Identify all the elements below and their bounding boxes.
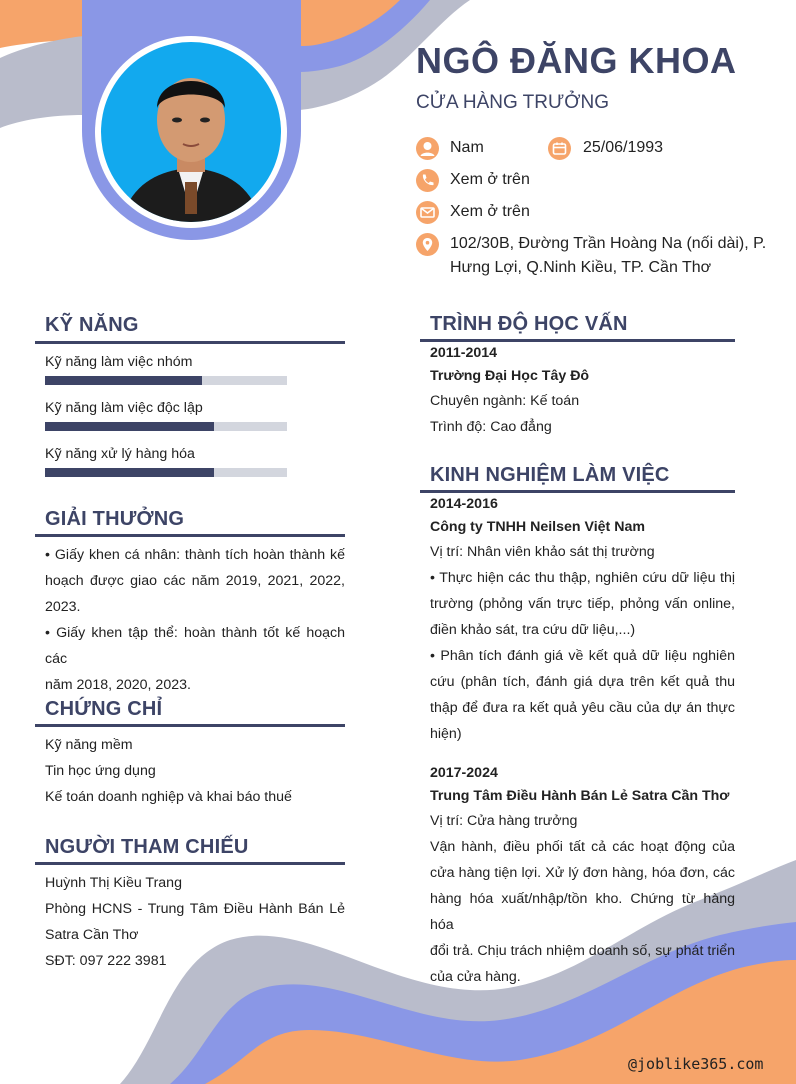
job-line: cửa hàng tiện lợi. Xử lý đơn hàng, hóa đơn, các [430,865,735,881]
reference-org: Satra Cần Thơ [45,927,139,943]
certificates-list [45,732,292,810]
job-line: điền khảo sát, tra cứu dữ liệu,...) [430,622,636,638]
job-line: trường (phỏng vấn trực tiếp, phỏng vấn online, [430,596,735,612]
skill-bar [45,468,287,477]
job-line: của cửa hàng. [430,969,521,985]
job-company: Công ty TNHH Neilsen Việt Nam [430,519,645,535]
references-rule [35,862,345,865]
skill-label: Kỹ năng làm việc độc lập [45,400,203,416]
job-position: Vị trí: Nhân viên khảo sát thị trường [430,544,655,560]
address-line-2: Hưng Lợi, Q.Ninh Kiều, TP. Cần Thơ [450,259,712,276]
job-years: 2017-2024 [430,765,498,781]
award-line: hoạch được giao các năm 2019, 2021, 2022, [45,573,345,589]
education-school: Trường Đại Học Tây Đô [430,368,590,384]
location-icon [416,233,439,256]
references-block [45,870,345,974]
avatar [101,42,281,222]
award-line: năm 2018, 2020, 2023. [45,677,191,693]
skill-bar [45,376,287,385]
footer-watermark[interactable]: @joblike365.com [628,1055,764,1073]
job-line: hiện) [430,726,462,742]
job-line: • Thực hiện các thu thập, nghiên cứu dữ liệu thị [430,570,735,586]
job-line: • Phân tích đánh giá về kết quả dữ liệu nghiên [430,648,735,664]
reference-org: Phòng HCNS - Trung Tâm Điều Hành Bán Lẻ [45,901,345,917]
candidate-name: NGÔ ĐĂNG KHOA [416,40,737,81]
phone-value[interactable]: Xem ở trên [450,171,530,188]
reference-name: Huỳnh Thị Kiều Trang [45,875,182,891]
skill-label: Kỹ năng làm việc nhóm [45,354,193,370]
email-value[interactable]: Xem ở trên [450,203,530,220]
job-title: CỬA HÀNG TRƯỞNG [416,92,610,113]
awards-rule [35,534,345,537]
education-years: 2011-2014 [430,345,498,361]
skill-bar-fill [45,422,214,431]
experience-rule [420,490,735,493]
email-icon [416,201,439,224]
skills-heading: KỸ NĂNG [45,314,139,336]
certificate-item: Kế toán doanh nghiệp và khai báo thuế [45,789,292,805]
education-heading: TRÌNH ĐỘ HỌC VẤN [430,313,628,335]
education-major: Chuyên ngành: Kế toán [430,393,580,409]
dob-value: 25/06/1993 [583,139,664,156]
calendar-icon [548,137,571,160]
certificate-item: Tin học ứng dụng [45,763,156,779]
gender-value: Nam [450,139,484,156]
awards-list [45,542,345,698]
skill-bar-fill [45,376,202,385]
award-line: • Giấy khen tập thể: hoàn thành tốt kế hoạch các [45,625,345,667]
job-line: hàng hóa xuất/nhập/tồn kho. Chứng từ hàng hóa [430,891,735,933]
job-line: cứu (phân tích, đánh giá dựa trên kết quả thu [430,674,735,690]
job-description [430,565,735,747]
education-rule [420,339,735,342]
award-line: 2023. [45,599,81,615]
address-line-1: 102/30B, Đường Trần Hoàng Na (nối dài), P. [450,235,767,252]
user-icon [416,137,439,160]
job-description [430,834,735,990]
job-years: 2014-2016 [430,496,498,512]
education-level: Trình độ: Cao đẳng [430,419,552,435]
skill-label: Kỹ năng xử lý hàng hóa [45,446,195,462]
job-position: Vị trí: Cửa hàng trưởng [430,813,578,829]
skills-rule [35,341,345,344]
phone-icon [416,169,439,192]
job-line: thập để đưa ra kết quả yêu cầu của dự án thực [430,700,735,716]
job-line: Vận hành, điều phối tất cả các hoạt động của [430,839,735,855]
certificate-item: Kỹ năng mềm [45,737,133,753]
skill-bar-fill [45,468,214,477]
experience-heading: KINH NGHIỆM LÀM VIỆC [430,464,670,486]
job-company: Trung Tâm Điều Hành Bán Lẻ Satra Cần Thơ [430,788,730,804]
job-line: đổi trả. Chịu trách nhiệm doanh số, sự phát triển [430,943,735,959]
references-heading: NGƯỜI THAM CHIẾU [45,836,249,858]
certificates-rule [35,724,345,727]
certificates-heading: CHỨNG CHỈ [45,698,163,720]
skill-bar [45,422,287,431]
reference-phone: SĐT: 097 222 3981 [45,953,167,969]
awards-heading: GIẢI THƯỞNG [45,508,185,530]
award-line: • Giấy khen cá nhân: thành tích hoàn thành kế [45,547,345,563]
wave-top-gray [0,36,84,128]
